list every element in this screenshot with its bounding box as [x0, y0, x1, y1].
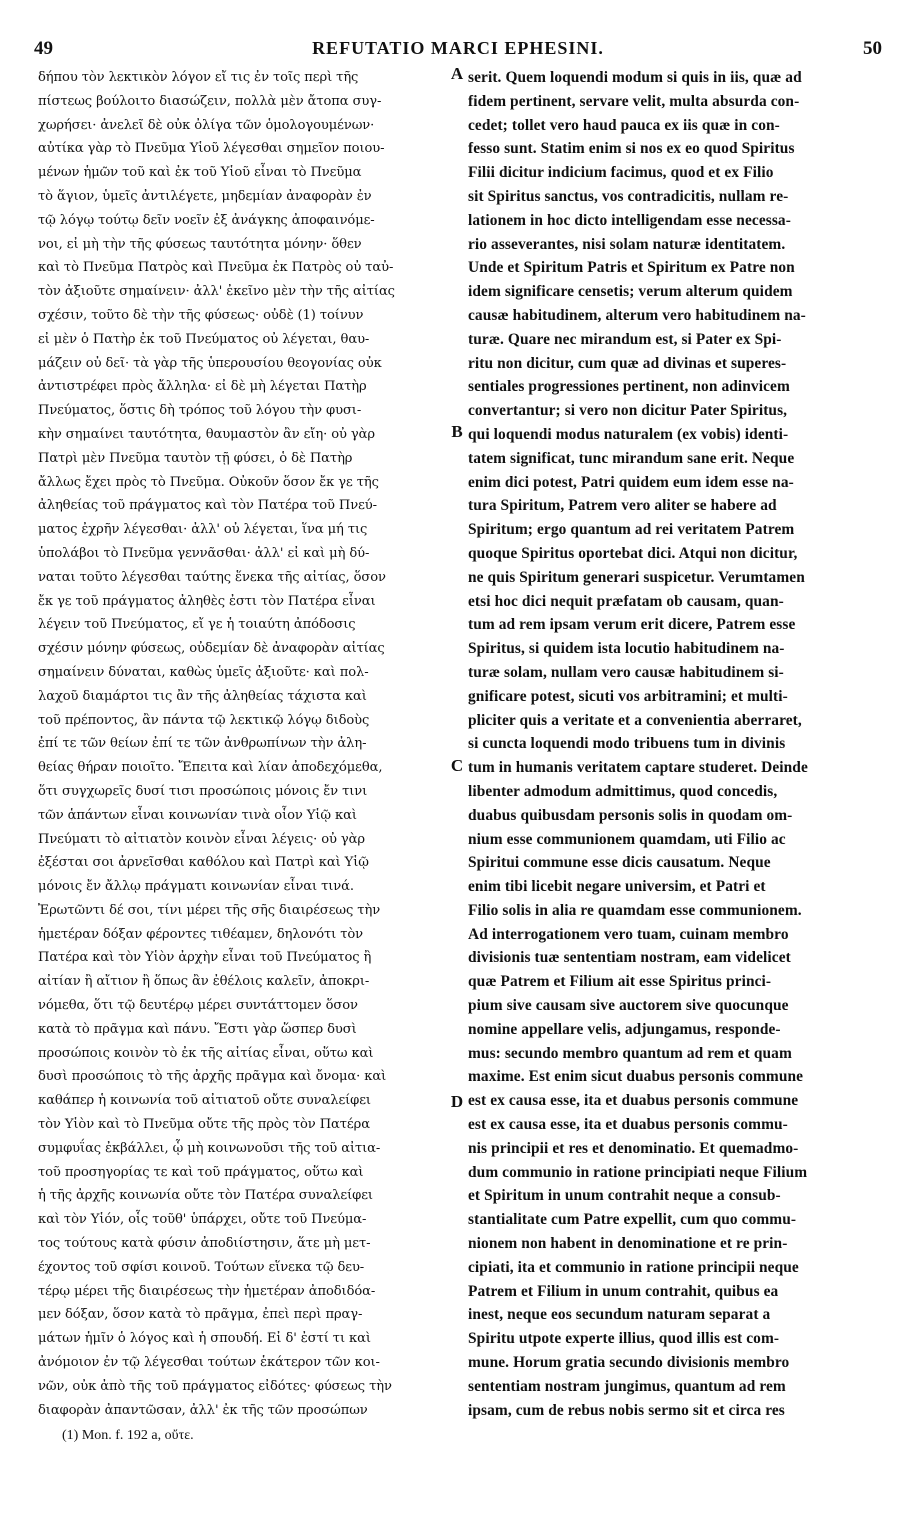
greek-text-line: ἀνόμοιον ἐν τῷ λέγεσθαι τούτων ἑκάτερον τῶν κοι- — [38, 1355, 380, 1371]
greek-text-line: λαχοῦ διαμάρτοι τις ἂν τῆς ἀληθείας τάχιστα καὶ — [38, 688, 367, 704]
latin-text-line: duabus quibusdam personis solis in quodam om- — [468, 806, 793, 824]
latin-text-line: mune. Horum gratia secundo divisionis membro — [468, 1354, 790, 1372]
greek-text-line: Πατέρα καὶ τὸν Υἱὸν ἀρχὴν εἶναι τοῦ Πνεύματος ἢ — [38, 950, 372, 966]
page-number-left: 49 — [34, 38, 53, 59]
latin-text-line: quæ Patrem et Filium ait esse Spiritus princi- — [468, 973, 772, 991]
greek-text-line: Ἐρωτῶντι δέ σοι, τίνι μέρει τῆς σῆς διαιρέσεως τὴν — [38, 902, 381, 918]
greek-text-line: σχέσιν, τοῦτο δὲ τὴν τῆς φύσεως· οὐδὲ (1) τοίνυν — [38, 307, 364, 323]
greek-text-line: ὅτι συγχωρεῖς δυσί τισι προσώποις μόνοις ἔν τινι — [38, 783, 368, 799]
latin-text-line: pium sive causam sive auctorem sive quocunque — [468, 997, 789, 1015]
latin-text-line: fidem pertinent, servare velit, multa absurda con- — [468, 92, 800, 110]
greek-text-line: Πατρὶ μὲν Πνεῦμα ταυτὸν τῇ φύσει, ὁ δὲ Πατὴρ — [38, 450, 353, 466]
greek-text-line: μάζειν οὐ δεῖ· τὰ γὰρ τῆς ὑπερουσίου θεογονίας οὐκ — [38, 355, 382, 371]
latin-text-line: turæ solam, nullam vero causæ habitudinem si- — [468, 663, 784, 681]
latin-text-line: cipiati, ita et communio in ratione principii neque — [468, 1258, 799, 1276]
greek-text-line: τοῦ προσηγορίας τε καὶ τοῦ πράγματος, οὕτω καὶ — [38, 1164, 364, 1180]
latin-text-line: Spiritus, si quidem ista locutio habitudinem na- — [468, 640, 785, 658]
greek-text-line: ἀντιστρέφει πρὸς ἄλληλα· εἰ δὲ μὴ λέγεται Πατὴρ — [38, 379, 367, 395]
latin-text-line: convertantur; si vero non dicitur Pater Spiritus, — [468, 402, 788, 420]
greek-text-line: Πνεύματι τὸ αἰτιατὸν κοινὸν εἶναι λέγεις· οὐ γὰρ — [38, 831, 365, 847]
greek-text-line: τὸ ἅγιον, ὑμεῖς ἀντιλέγετε, μηδεμίαν ἀναφορὰν ἐν — [38, 188, 372, 204]
latin-text-line: Spiritui commune esse dicis causatum. Neque — [468, 854, 771, 872]
latin-text-line: ne quis Spiritum generari suspicetur. Verumtamen — [468, 568, 805, 586]
greek-text-line: έχοντος τοῦ σφίσι κοινοῦ. Τούτων εἵνεκα τῷ δευ- — [38, 1259, 365, 1275]
greek-text-line: νῶν, οὐκ ἀπὸ τῆς τοῦ πράγματος εἰδότες· φύσεως τὴν — [38, 1378, 392, 1394]
greek-column — [38, 66, 446, 1422]
greek-text-line: αἰτίαν ἢ αἴτιον ἢ ὅπως ἂν ἐθέλοις καλεῖν, ἀποκρι- — [38, 974, 370, 990]
latin-text-line: cedet; tollet vero haud pauca ex iis quæ in con- — [468, 116, 780, 134]
latin-text-line: sentiales progressiones pertinent, non adinvicem — [468, 378, 790, 396]
latin-text-line: nomine appellare velis, adjungamus, responde- — [468, 1020, 781, 1038]
latin-text-line: qui loquendi modus naturalem (ex vobis) identi- — [468, 425, 789, 443]
greek-text-line: Πνεύματος, ὅστις δὴ τρόπος τοῦ λόγου τὴν φυσι- — [38, 403, 362, 419]
latin-text-line: nis principii et res et denominatio. Et quemadmo- — [468, 1139, 799, 1157]
latin-text-line: enim dici potest, Patri quidem eum idem esse na- — [468, 473, 794, 491]
latin-text-line: tatem significat, tunc mirandum sane erit. Neque — [468, 449, 795, 467]
latin-text-line: sententiam nostram jungimus, quantum ad rem — [468, 1377, 786, 1395]
latin-text-line: tum ad rem ipsam verum erit dicere, Patrem esse — [468, 616, 796, 634]
latin-text-line: est ex causa esse, ita et duabus personis commu- — [468, 1116, 788, 1134]
latin-text-line: mus: secundo membro quantum ad rem et quam — [468, 1044, 792, 1062]
greek-text-line: δήπου τὸν λεκτικὸν λόγον εἴ τις ἐν τοῖς περὶ τῆς — [38, 70, 359, 85]
greek-text-line: μόνοις ἔν ἄλλῳ πράγματι κοινωνίαν εἶναι τινά. — [38, 879, 354, 895]
greek-text-line: τος τούτους κατὰ φύσιν ἀποδιίστησιν, ἅτε μὴ μετ- — [38, 1236, 371, 1252]
latin-text-line: idem significare censetis; verum alterum quidem — [468, 283, 793, 301]
latin-text-line: et Spiritum in unum contrahit neque a consub- — [468, 1187, 781, 1205]
latin-text-line: libenter admodum admittimus, quod concedis, — [468, 782, 778, 800]
greek-text-line: ἐξέσται σοι ἀρνεῖσθαι καθόλου καὶ Πατρὶ καὶ Υἱῷ — [38, 855, 369, 871]
greek-text-line: ἡμετέραν δόξαν φέροντες τιθέαμεν, δηλονότι τὸν — [38, 926, 364, 942]
greek-text-line: κατὰ τὸ πρᾶγμα καὶ πάνυ. Ἔστι γὰρ ὥσπερ δυσὶ — [38, 1021, 357, 1037]
greek-text-line: σχέσιν μόνην φύσεως, οὐδεμίαν δὲ ἀναφορὰν αἰτίας — [38, 641, 385, 657]
greek-text-line: μεν δόξαν, ὅσον κατὰ τὸ πρᾶγμα, ἐπεὶ περὶ πραγ- — [38, 1307, 363, 1323]
greek-text-line: τὸν ἀξιοῦτε σημαίνειν· ἀλλ' ἐκεῖνο μὲν τὴν τῆς αἰτίας — [38, 284, 395, 300]
greek-text-line: ματος ἐχρῆν λέγεσθαι· ἀλλ' οὐ λέγεται, ἵνα μή τις — [38, 522, 368, 538]
latin-text-line: turæ. Quare nec mirandum est, si Pater ex Spi- — [468, 330, 782, 348]
latin-text-line: maxime. Est enim sicut duabus personis commune — [468, 1068, 804, 1086]
section-marker-b: B — [451, 422, 463, 441]
latin-text-line: gnificare potest, sicuti vos arbitramini; et multi- — [468, 687, 788, 705]
latin-text-line: ipsam, cum de rebus nobis sermo sit et circa res — [468, 1401, 785, 1419]
page-number-right: 50 — [863, 38, 882, 59]
latin-text-line: Patrem et Filium in unum contrahit, quibus ea — [468, 1282, 779, 1300]
greek-text-line: ἀληθείας τοῦ πράγματος καὶ τὸν Πατέρα τοῦ Πνεύ- — [38, 498, 377, 514]
latin-text-line: tura Spiritum, Patrem vero aliter se habere ad — [468, 497, 777, 515]
greek-text-line: ἄλλως ἔχει πρὸς τὸ Πνεῦμα. Οὐκοῦν ὅσον ἔκ γε τῆς — [38, 474, 379, 490]
greek-text-line: ἡ τῆς ἀρχῆς κοινωνία οὔτε τὸν Πατέρα συναλείφει — [38, 1188, 373, 1204]
section-marker-d: D — [450, 1092, 464, 1111]
latin-text-line: divisionis tuæ sententiam nostram, eam videlicet — [468, 949, 791, 967]
greek-text-line: τοῦ πρέποντος, ἂν πάντα τῷ λεκτικῷ λόγῳ διδοὺς — [38, 712, 370, 728]
greek-text-line: τῷ λόγῳ τούτῳ δεῖν νοεῖν ἐξ ἀνάγκης ἀποφαινόμε- — [38, 212, 375, 228]
greek-text-line: λέγειν τοῦ Πνεύματος, εἴ γε ἡ τοιαύτη ἀπόδοσις — [38, 617, 356, 633]
greek-text-line: μάτων ἡμῖν ὁ λόγος καὶ ἡ σπουδή. Εἰ δ' ἐστί τι καὶ — [38, 1331, 371, 1347]
latin-text-line: sit Spiritus sanctus, vos contradicitis, nullam re- — [468, 187, 789, 205]
latin-text-line: fesso sunt. Statim enim si nos ex eo quod Spiritus — [468, 140, 795, 158]
latin-text-line: Spiritum; ergo quantum ad rei veritatem Patrem — [468, 521, 795, 539]
latin-text-line: pliciter quis a veritate et a convenientia aberraret, — [468, 711, 802, 729]
greek-text-line: ναται τοῦτο λέγεσθαι ταύτης ἕνεκα τῆς αἰτίας, ὅσον — [38, 569, 386, 585]
latin-text-line: Unde et Spiritum Patris et Spiritum ex Patre non — [468, 259, 795, 277]
greek-text-line: καθάπερ ἡ κοινωνία τοῦ αἰτιατοῦ οὔτε συναλείφει — [38, 1093, 371, 1109]
latin-text-line: nionem non habent in denominatione et re prin- — [468, 1235, 788, 1253]
latin-text-line: Ad interrogationem vero tuam, cuinam membro — [468, 925, 789, 943]
greek-text-line: καὶ τὸν Υἱόν, οἷς τοῦθ' ὑπάρχει, οὔτε τοῦ Πνεύμα- — [38, 1212, 367, 1228]
greek-text-line: χωρήσει· ἀνελεῖ δὲ οὐκ ὀλίγα τῶν ὁμολογουμένων· — [38, 117, 375, 133]
latin-text-line: rio asseverantes, nisi solam naturæ identitatem. — [468, 235, 786, 253]
section-marker-a: A — [450, 64, 464, 83]
latin-text-line: causæ habitudinem, alterum vero habitudinem na- — [468, 306, 806, 324]
latin-text-line: est ex causa esse, ita et duabus personis commune — [468, 1092, 799, 1110]
greek-text-line: ἔκ γε τοῦ πράγματος ἀληθὲς ἐστι τὸν Πατέρα εἶναι — [38, 593, 376, 609]
latin-text-line: etsi hoc dici nequit præfatam ob causam, quan- — [468, 592, 784, 610]
latin-text-line: inest, neque eos secundum naturam separat a — [468, 1306, 771, 1324]
latin-text-line: ritu non dicitur, cum quæ ad divinas et superes- — [468, 354, 787, 372]
latin-column — [468, 66, 880, 1422]
greek-text-line: νοι, εἰ μὴ τὴν τῆς φύσεως ταυτότητα μόνην· ὅθεν — [38, 236, 362, 252]
greek-text-line: πίστεως βούλοιτο διασώζειν, πολλὰ μὲν ἄτοπα συγ- — [38, 93, 382, 109]
greek-text-line: τῶν ἁπάντων εἶναι κοινωνίαν τινὰ οἷον Υἱῷ καὶ — [38, 807, 357, 823]
latin-text-line: tum in humanis veritatem captare studeret. Deinde — [468, 759, 808, 777]
latin-text-line: stantialitate cum Patre expellit, cum quo commu- — [468, 1211, 797, 1229]
latin-text-line: lationem in hoc dicto intelligendam esse necessa- — [468, 211, 791, 229]
greek-text-line: ὑπολάβοι τὸ Πνεῦμα γεννᾶσθαι· ἀλλ' εἰ καὶ μὴ δύ- — [38, 545, 370, 561]
latin-text-line: dum communio in ratione principiati neque Filium — [468, 1163, 808, 1181]
page-header — [30, 38, 886, 64]
section-marker-c: C — [450, 756, 464, 775]
latin-text-line: Spiritu utpote experte illius, quod illis est com- — [468, 1330, 780, 1348]
latin-text-line: Filio solis in alia re quamdam esse communionem. — [468, 901, 802, 919]
greek-text-line: νόμεθα, ὅτι τῷ δευτέρῳ μέρει συντάττομεν ὅσον — [38, 998, 358, 1014]
footnote: (1) Mon. f. 192 a, οὔτε. — [62, 1428, 194, 1443]
greek-text-line: προσώποις κοινὸν τὸ ἐκ τῆς αἰτίας εἶναι, οὕτω καὶ — [38, 1045, 374, 1061]
greek-text-line: συμφυΐας ἐκβάλλει, ᾧ μὴ κοινωνοῦσι τῆς τοῦ αἰτια- — [38, 1140, 381, 1156]
latin-text-line: serit. Quem loquendi modum si quis in iis, quæ ad — [468, 69, 802, 86]
greek-text-line: θείας θήραν ποιοῖτο. Ἔπειτα καὶ λίαν ἀποδεχόμεθα, — [38, 760, 383, 776]
latin-text-line: enim tibi licebit negare universim, et Patri et — [468, 878, 766, 896]
greek-text-line: τέρῳ μέρει τῆς διαιρέσεως τὴν ἡμετέραν ἀποδιδόα- — [38, 1283, 376, 1299]
greek-text-line: δυσὶ προσώποις τὸ τῆς ἀρχῆς πρᾶγμα καὶ ὄνομα· καὶ — [38, 1069, 387, 1085]
greek-text-line: αὐτίκα γὰρ τὸ Πνεῦμα Υἱοῦ λέγεσθαι σημεῖον ποιου- — [38, 141, 385, 157]
greek-text-line: διαφορὰν ἀπαντῶσαν, ἀλλ' ἐκ τῆς τῶν προσώπων — [38, 1402, 368, 1418]
greek-text-line: εἰ μὲν ὁ Πατὴρ ἐκ τοῦ Πνεύματος οὐ λέγεται, θαυ- — [38, 331, 370, 347]
greek-text-line: σημαίνειν δύναται, καθὼς ὑμεῖς ἀξιοῦτε· καὶ πολ- — [38, 664, 369, 680]
greek-text-line: καὶ τὸ Πνεῦμα Πατρὸς καὶ Πνεῦμα ἐκ Πατρὸς οὐ ταὐ- — [38, 260, 394, 276]
latin-text-line: si cuncta loquendi modo tribuens tum in divinis — [468, 735, 786, 753]
latin-text-line: nium esse communionem quamdam, uti Filio ac — [468, 830, 786, 848]
greek-text-line: τὸν Υἱὸν καὶ τὸ Πνεῦμα οὔτε τῆς πρὸς τὸν Πατέρα — [38, 1117, 370, 1133]
latin-text-line: Filii dicitur indicium facimus, quod et ex Filio — [468, 164, 774, 182]
greek-text-line: κὴν σημαίνει ταυτότητα, θαυμαστὸν ἂν εἴη· οὐ γὰρ — [38, 426, 375, 442]
latin-text-line: quoque Spiritus oportebat dici. Atqui non dicitur, — [468, 544, 798, 562]
greek-text-line: μένων ἡμῶν τοῦ καὶ ἐκ τοῦ Υἱοῦ εἶναι τὸ Πνεῦμα — [38, 165, 362, 181]
running-title: REFUTATIO MARCI EPHESINI. — [312, 38, 604, 58]
greek-text-line: ἐπί τε τῶν θείων ἐπί τε τῶν ἀνθρωπίνων τὴν ἀλη- — [38, 736, 367, 752]
